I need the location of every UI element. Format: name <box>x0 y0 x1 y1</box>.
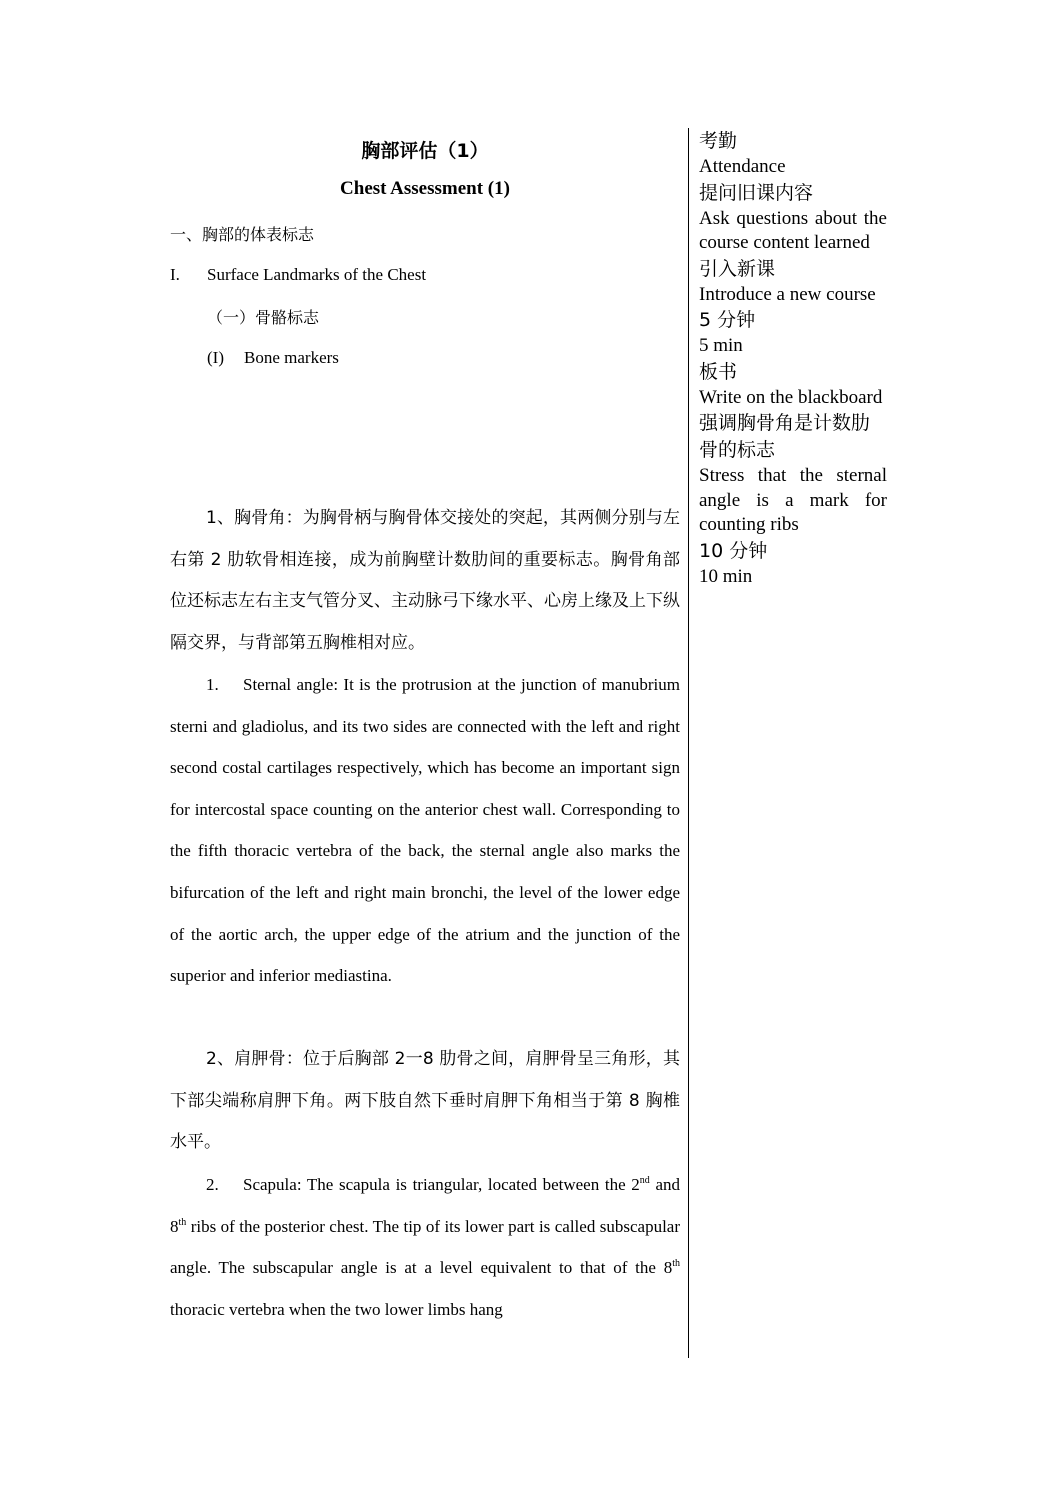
item-2-text-part: Scapula: The scapula is triangular, located between the 2 <box>243 1175 640 1194</box>
note-intro-cn: 引入新课 <box>699 257 776 280</box>
page-title-en: Chest Assessment (1) <box>340 178 510 199</box>
teaching-notes-column <box>699 128 887 589</box>
item-2-paragraph-cn: 2、肩胛骨：位于后胸部 2一8 肋骨之间，肩胛骨呈三角形，其下部尖端称肩胛下角。两下肢自然下垂时肩胛下角相当于第 8 胸椎水平。 <box>170 1049 680 1152</box>
note-time-2-en: 10 min <box>699 565 753 587</box>
subsection-heading-cn: （一）骨骼标志 <box>207 308 320 327</box>
subsection-number: (I) <box>207 348 224 367</box>
item-2-paragraph-en <box>170 1164 680 1330</box>
section-heading-cn: 一、胸部的体表标志 <box>170 225 315 244</box>
item-2-text-part: ribs of the posterior chest. The tip of its lower part is called subscapular angle. The subscapular angle is at a level equivalent to that of the 8 <box>170 1216 680 1278</box>
item-2-text-part: thoracic vertebra when the two lower limbs hang <box>170 1299 503 1319</box>
subsection-heading-en <box>207 348 339 368</box>
note-intro-en: Introduce a new course <box>699 283 876 305</box>
item-1-paragraph-cn: 1、胸骨角：为胸骨柄与胸骨体交接处的突起，其两侧分别与左右第 2 肋软骨相连接，成为前胸壁计数肋间的重要标志。胸骨角部位还标志左右主支气管分叉、主动脉弓下缘水平、心房上缘及上下纵隔交界，与背部第五胸椎相对应。 <box>170 508 680 653</box>
note-time-2-cn: 10 分钟 <box>699 539 768 562</box>
column-divider <box>688 128 689 1358</box>
superscript: th <box>672 1258 680 1270</box>
superscript: th <box>178 1216 187 1228</box>
note-review-en: Ask questions about the course content learned <box>699 207 887 253</box>
item-1-paragraph-en <box>170 664 680 997</box>
item-2-number: 2. <box>206 1175 219 1194</box>
note-review-cn: 提问旧课内容 <box>699 181 814 204</box>
note-stress-cn: 强调胸骨角是计数肋骨的标志 <box>699 412 871 461</box>
superscript: nd <box>639 1175 650 1186</box>
note-board-en: Write on the blackboard <box>699 386 883 408</box>
section-heading-en <box>170 265 426 285</box>
subsection-title-en: Bone markers <box>244 348 339 367</box>
item-2-text-part: and 8 <box>170 1175 680 1236</box>
note-stress-en: Stress that the sternal angle is a mark for counting ribs <box>699 465 887 535</box>
note-board-cn: 板书 <box>699 360 738 383</box>
note-time-1-en: 5 min <box>699 335 743 356</box>
section-number: I. <box>170 265 180 284</box>
section-title-en: Surface Landmarks of the Chest <box>207 265 427 284</box>
note-time-1-cn: 5 分钟 <box>699 309 756 331</box>
item-1-number: 1. <box>206 675 219 694</box>
page-title-cn: 胸部评估（1） <box>361 140 489 162</box>
item-1-text-en: Sternal angle: It is the protrusion at the junction of manubrium sterni and gladiolus, and its two sides are connected with the left and right second costal cartilages respectively, which has become an important sign for intercostal space counting on the anterior chest wall. Corresponding to the fifth thoracic vertebra of the back, the sternal angle also marks the bifurcation of the left and right main bronchi, the level of the lower edge of the aortic arch, the upper edge of the atrium and the junction of the superior and inferior mediastina. <box>170 675 680 986</box>
note-attendance-cn: 考勤 <box>699 130 738 152</box>
note-attendance-en: Attendance <box>699 156 786 177</box>
